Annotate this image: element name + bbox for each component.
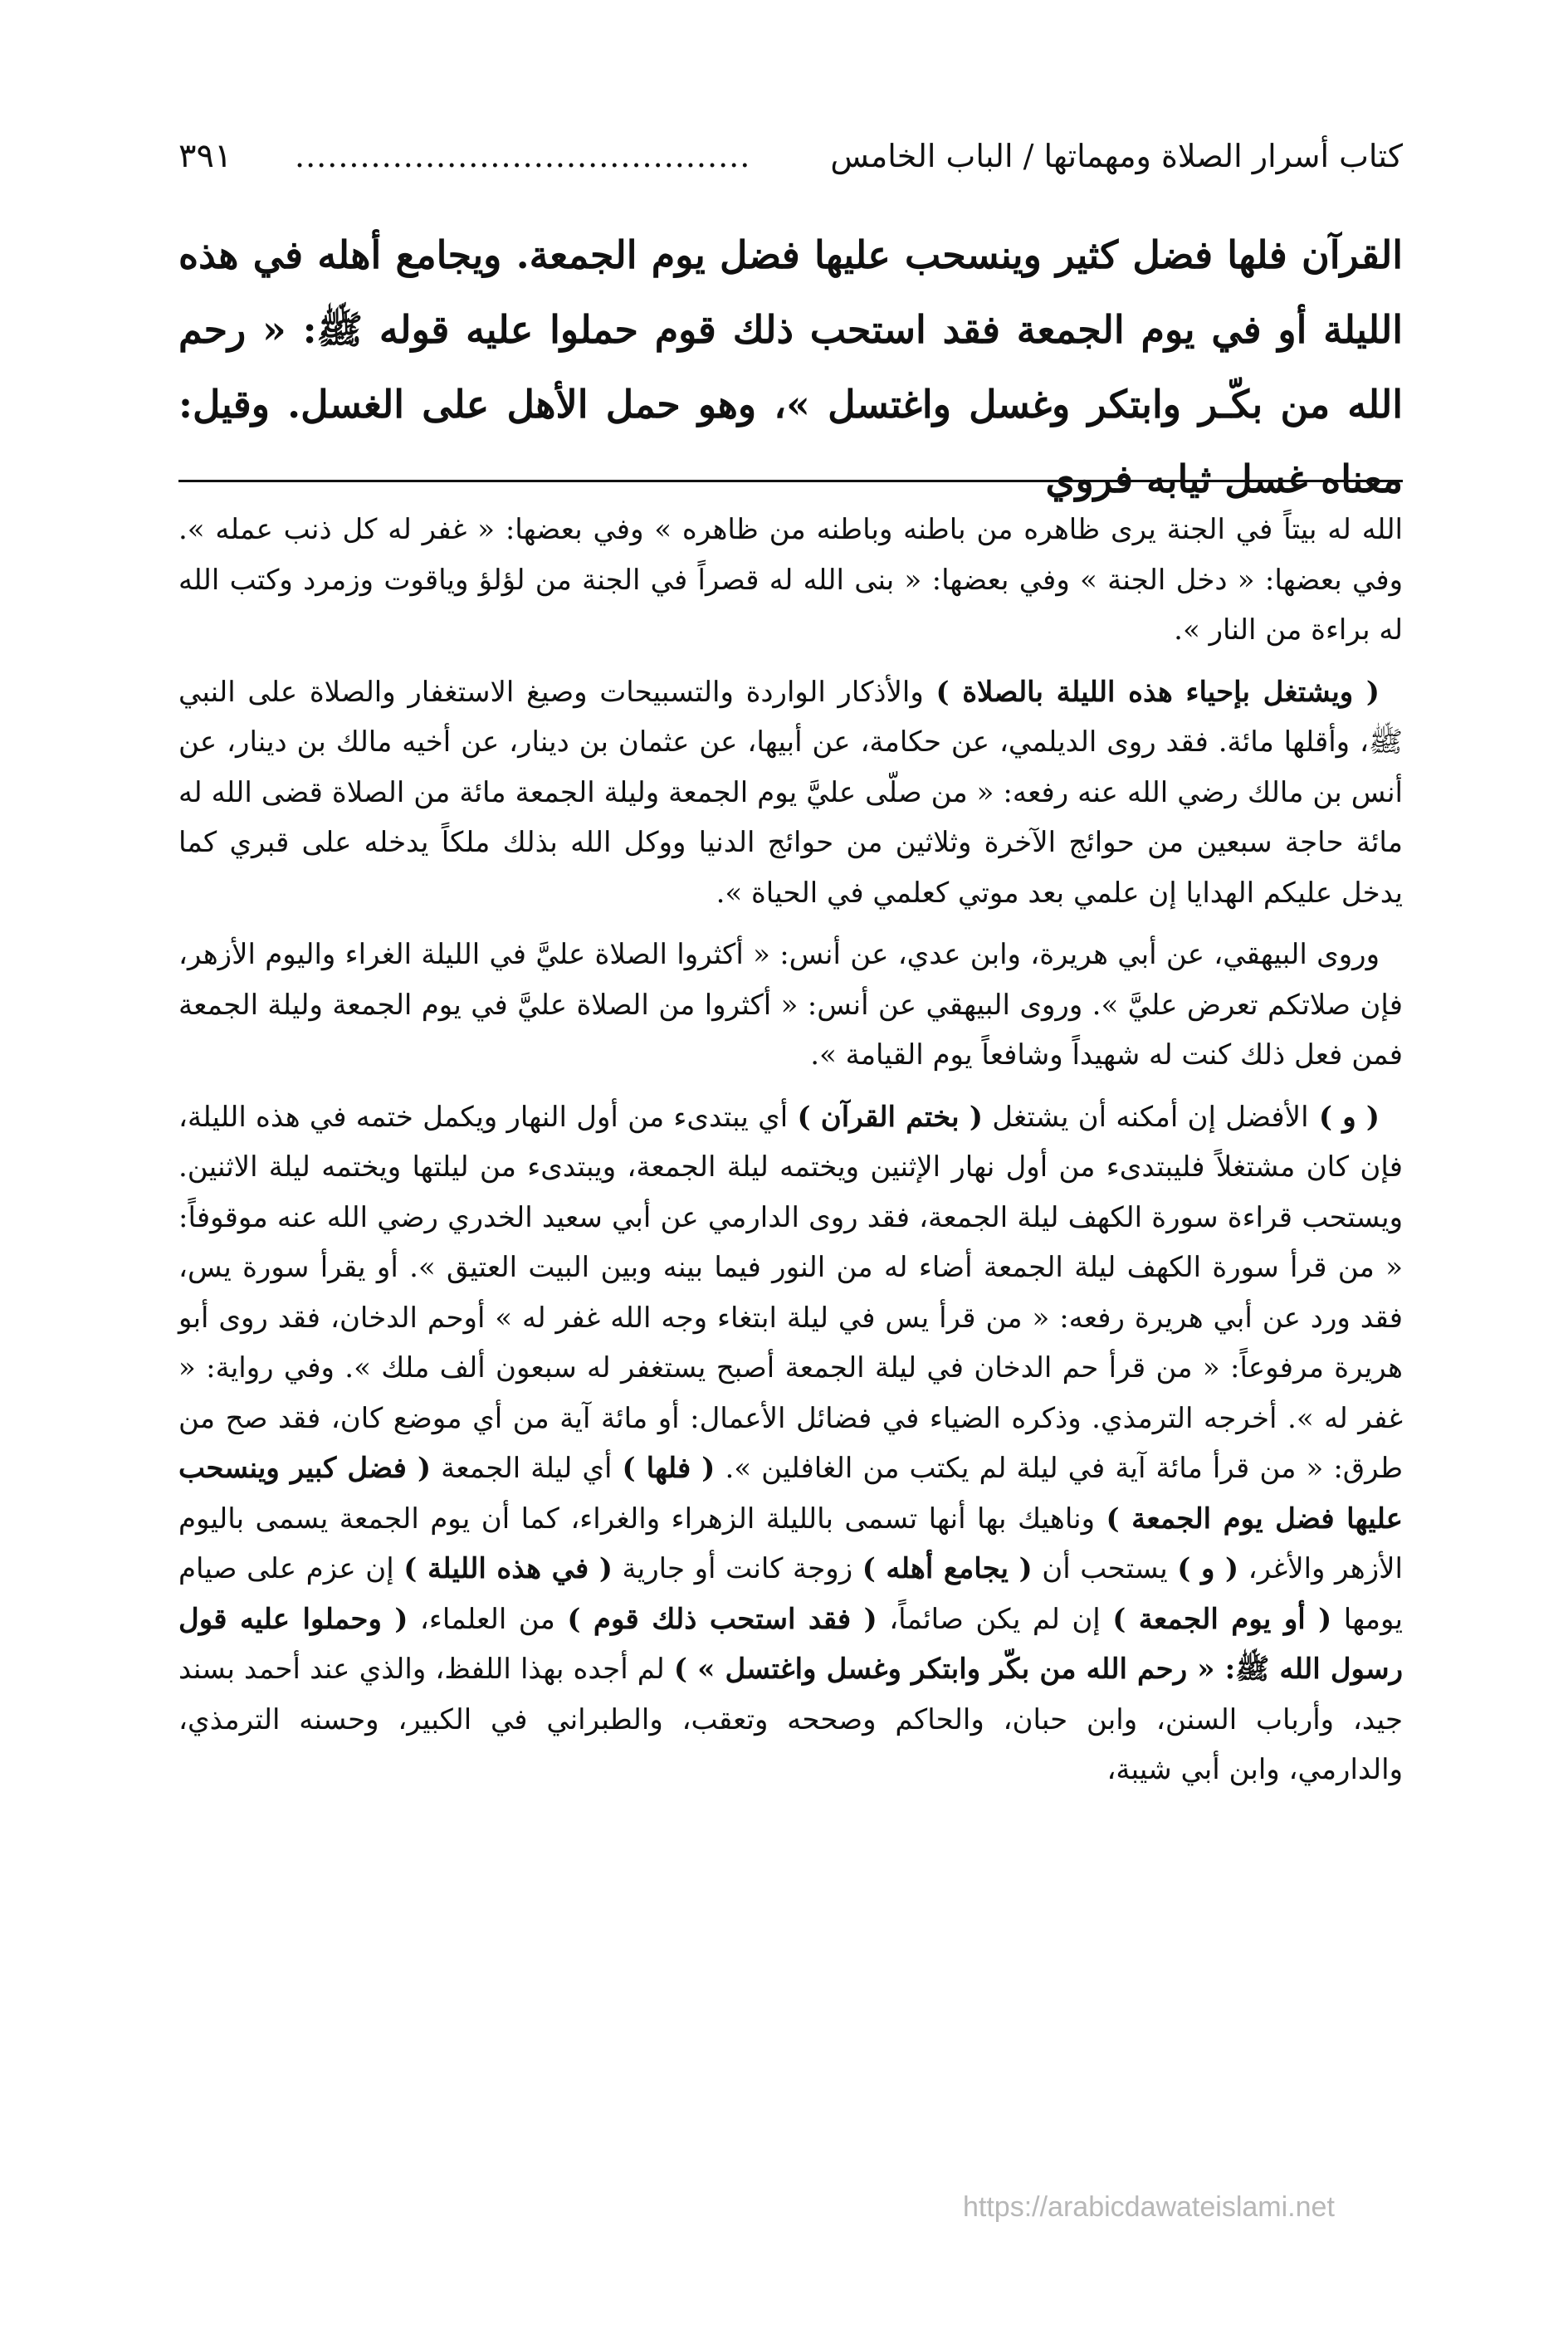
leader-dots: .......................................... bbox=[295, 138, 751, 174]
commentary-paragraph bbox=[178, 505, 1403, 656]
commentary-text bbox=[178, 505, 1403, 1807]
matn-quote: ( وحملوا عليه قول رسول الله ﷺ: « رحم الله من بكّر وابتكر وغسل واغتسل » ) bbox=[178, 1602, 1404, 1686]
matn-quote: ( يجامع أهله ) bbox=[862, 1552, 1033, 1585]
matn-quote: ( في هذه الليلة ) bbox=[403, 1552, 613, 1585]
matn-quote: ( و ) bbox=[1308, 1100, 1380, 1134]
matn-quote: ( ويشتغل بإحياء هذه الليلة بالصلاة ) bbox=[935, 675, 1380, 709]
commentary-run: يستحب أن bbox=[1032, 1552, 1178, 1585]
commentary-run: الأفضل إن أمكنه أن يشتغل bbox=[982, 1100, 1309, 1134]
commentary-paragraph bbox=[178, 667, 1403, 919]
commentary-run: لم أجده بهذا اللفظ، والذي عند أحمد بسند جيد، وأرباب السنن، وابن حبان، والحاكم وصححه وتعقب، والطبراني في الكبير، وحسنه الترمذي، والدارمي، وابن أبي شيبة، bbox=[178, 1653, 1403, 1786]
footnote-separator-rule bbox=[178, 480, 1403, 482]
running-header-title: كتاب أسرار الصلاة ومهماتها / الباب الخامس bbox=[830, 138, 1403, 174]
commentary-paragraph bbox=[178, 1092, 1403, 1795]
commentary-run: زوجة كانت أو جارية bbox=[612, 1552, 862, 1585]
commentary-run: وناهيك بها أنها تسمى بالليلة الزهراء والغراء، كما أن يوم الجمعة يسمى باليوم الأزهر والأغر، bbox=[178, 1502, 1403, 1585]
commentary-run: أي ليلة الجمعة bbox=[431, 1452, 623, 1485]
commentary-paragraph bbox=[178, 930, 1403, 1081]
matn-quote: ( فقد استحب ذلك قوم ) bbox=[567, 1602, 877, 1636]
commentary-run: وروى البيهقي، عن أبي هريرة، وابن عدي، عن أنس: « أكثروا الصلاة عليَّ في الليلة الغراء واليوم الأزهر، فإن صلاتكم تعرض عليَّ ». وروى البيهقي عن أنس: « أكثروا من الصلاة عليَّ في يوم الجمعة وليلة الجمعة فمن فعل ذلك كنت له شهيداً وشافعاً يوم القيامة ». bbox=[178, 938, 1403, 1072]
matn-quote: ( و ) bbox=[1177, 1552, 1239, 1585]
page-number: ٣٩١ bbox=[178, 137, 232, 175]
main-text-paragraph: القرآن فلها فضل كثير وينسحب عليها فضل يوم الجمعة. ويجامع أهله في هذه الليلة أو في يوم الجمعة فقد استحب ذلك قوم حملوا عليه قوله ﷺ: « رحم الله من بكّـر وابتكر وغسل واغتسل »، وهو حمل الأهل على الغسل. وقيل: معناه غسل ثيابه فروي bbox=[178, 232, 1403, 501]
book-page bbox=[178, 0, 1403, 2344]
commentary-run: من العلماء، bbox=[408, 1602, 568, 1636]
matn-quote: ( بختم القرآن ) bbox=[797, 1100, 983, 1134]
matn-quote: ( أو يوم الجمعة ) bbox=[1112, 1602, 1332, 1636]
watermark-url: https://arabicdawateislami.net bbox=[963, 2191, 1335, 2223]
matn-quote: ( فلها ) bbox=[622, 1452, 716, 1485]
running-header bbox=[178, 131, 1403, 181]
main-text bbox=[178, 217, 1403, 516]
commentary-run: إن عزم على صيام يومها bbox=[178, 1552, 1403, 1636]
matn-quote: ( فضل كبير وينسحب عليها فضل يوم الجمعة ) bbox=[178, 1452, 1403, 1536]
commentary-run: أي يبتدىء من أول النهار ويكمل ختمه في هذه الليلة، فإن كان مشتغلاً فليبتدىء من أول نهار الإثنين ويختمه ليلة الجمعة، ويبتدىء من ليلتها ويختمه ليلة الاثنين. ويستحب قراءة سورة الكهف ليلة الجمعة، فقد روى الدارمي عن أبي سعيد الخدري رضي الله عنه موقوفاً: « من قرأ سورة الكهف ليلة الجمعة أضاء له من النور فيما بينه وبين البيت العتيق ». أو يقرأ سورة يس، فقد ورد عن أبي هريرة رفعه: « من قرأ يس في ليلة ابتغاء وجه الله غفر له » أوحم الدخان، فقد روى أبو هريرة مرفوعاً: « من قرأ حم الدخان في ليلة الجمعة أصبح يستغفر له سبعون ألف ملك ». وفي رواية: « غفر له ». أخرجه الترمذي. وذكره الضياء في فضائل الأعمال: أو مائة آية من أي موضع كان، فقد صح من طرق: « من قرأ مائة آية في ليلة لم يكتب من الغافلين ». bbox=[178, 1100, 1403, 1485]
commentary-run: إن لم يكن صائماً، bbox=[877, 1602, 1113, 1636]
commentary-run: والأذكار الواردة والتسبيحات وصيغ الاستغفار والصلاة على النبي ﷺ، وأقلها مائة. فقد روى الديلمي، عن حكامة، عن أبيها، عن عثمان بن دينار، عن أخيه مالك بن دينار، عن أنس بن مالك رضي الله عنه رفعه: « من صلّى عليَّ يوم الجمعة وليلة الجمعة مائة من الصلاة قضى الله له مائة حاجة سبعين من حوائج الآخرة وثلاثين من حوائج الدنيا ووكل الله بذلك ملكاً يدخله على قبري كما يدخل عليكم الهدايا إن علمي بعد موتي كعلمي في الحياة ». bbox=[178, 675, 1403, 910]
commentary-run: الله له بيتاً في الجنة يرى ظاهره من باطنه وباطنه من ظاهره » وفي بعضها: « غفر له كل ذنب عمله ». وفي بعضها: « دخل الجنة » وفي بعضها: « بنى الله له قصراً في الجنة من لؤلؤ وياقوت وزمرد وكتب الله له براءة من النار ». bbox=[178, 513, 1403, 647]
